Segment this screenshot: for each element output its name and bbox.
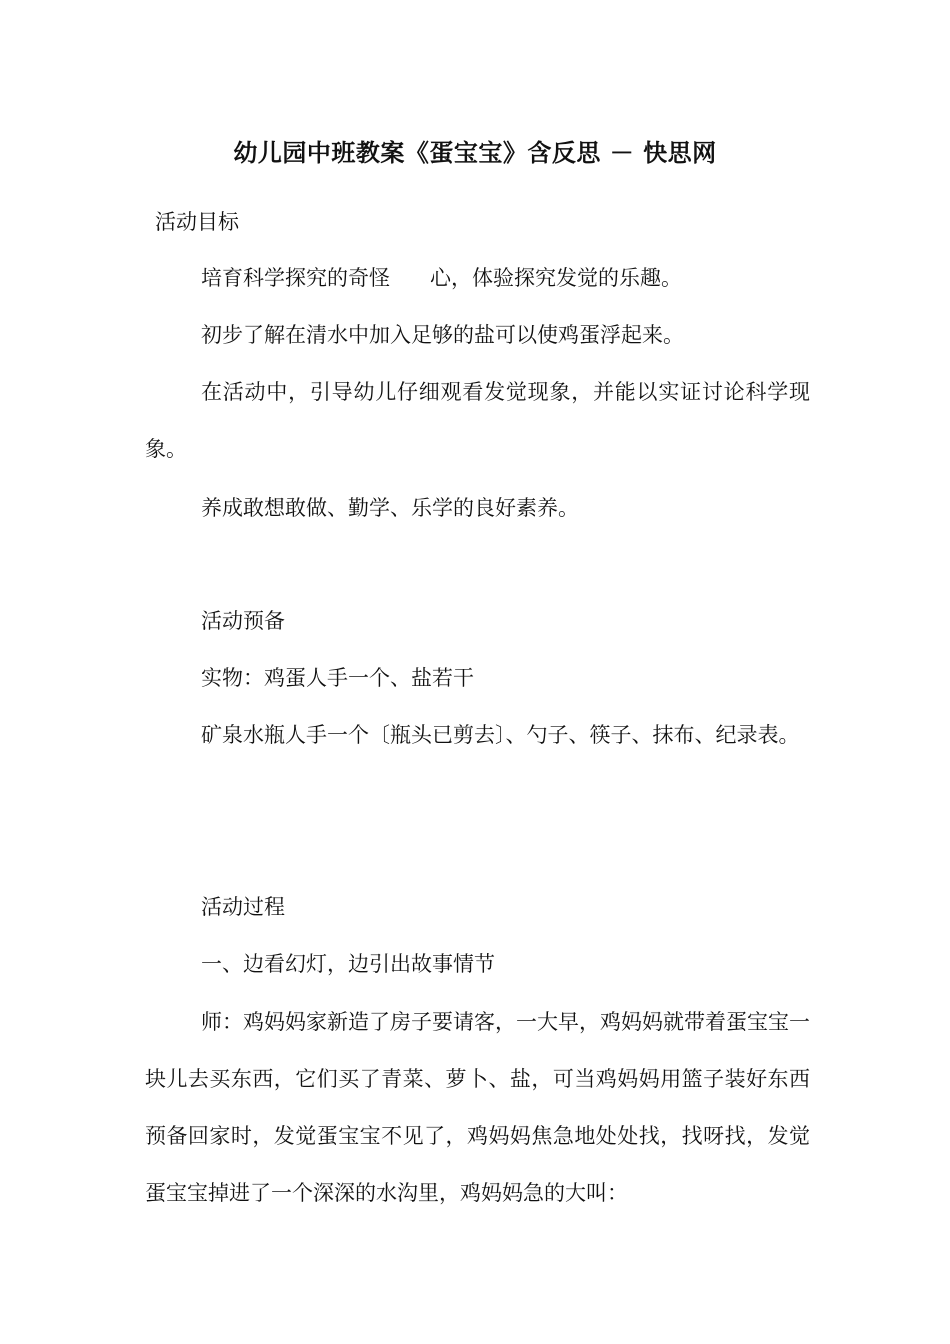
- section-heading-prep: 活动预备: [201, 609, 285, 633]
- goal-item-2: 初步了解在清水中加入足够的盐可以使鸡蛋浮起来。: [201, 323, 684, 347]
- goal-item-3: 在活动中，引导幼儿仔细观看发觉现象，并能以实证讨论科学现象。: [145, 380, 810, 461]
- goal-item-1: [145, 250, 810, 307]
- section-heading-process: 活动过程: [201, 895, 285, 919]
- prep-item-1: 实物：鸡蛋人手一个、盐若干: [201, 666, 474, 690]
- document-title: 幼儿园中班教案《蛋宝宝》含反思 － 快思网: [233, 138, 717, 167]
- process-item-1: 一、边看幻灯，边引出故事情节: [201, 952, 495, 976]
- goal-item-1-part2: 心，体验探究发觉的乐趣。: [430, 266, 682, 290]
- goal-item-4: 养成敢想敢做、勤学、乐学的良好素养。: [201, 496, 579, 520]
- section-heading-goals: 活动目标: [155, 210, 239, 234]
- goal-item-1-part1: 培育科学探究的奇怪: [201, 266, 390, 290]
- prep-item-2: 矿泉水瓶人手一个〔瓶头已剪去〕、勺子、筷子、抹布、纪录表。: [201, 723, 800, 747]
- process-item-2: 师：鸡妈妈家新造了房子要请客，一大早，鸡妈妈就带着蛋宝宝一块儿去买东西，它们买了青菜、萝卜、盐，可当鸡妈妈用篮子装好东西预备回家时，发觉蛋宝宝不见了，鸡妈妈焦急地处处找，找呀找，发觉蛋宝宝掉进了一个深深的水沟里，鸡妈妈急的大叫：: [145, 1010, 810, 1205]
